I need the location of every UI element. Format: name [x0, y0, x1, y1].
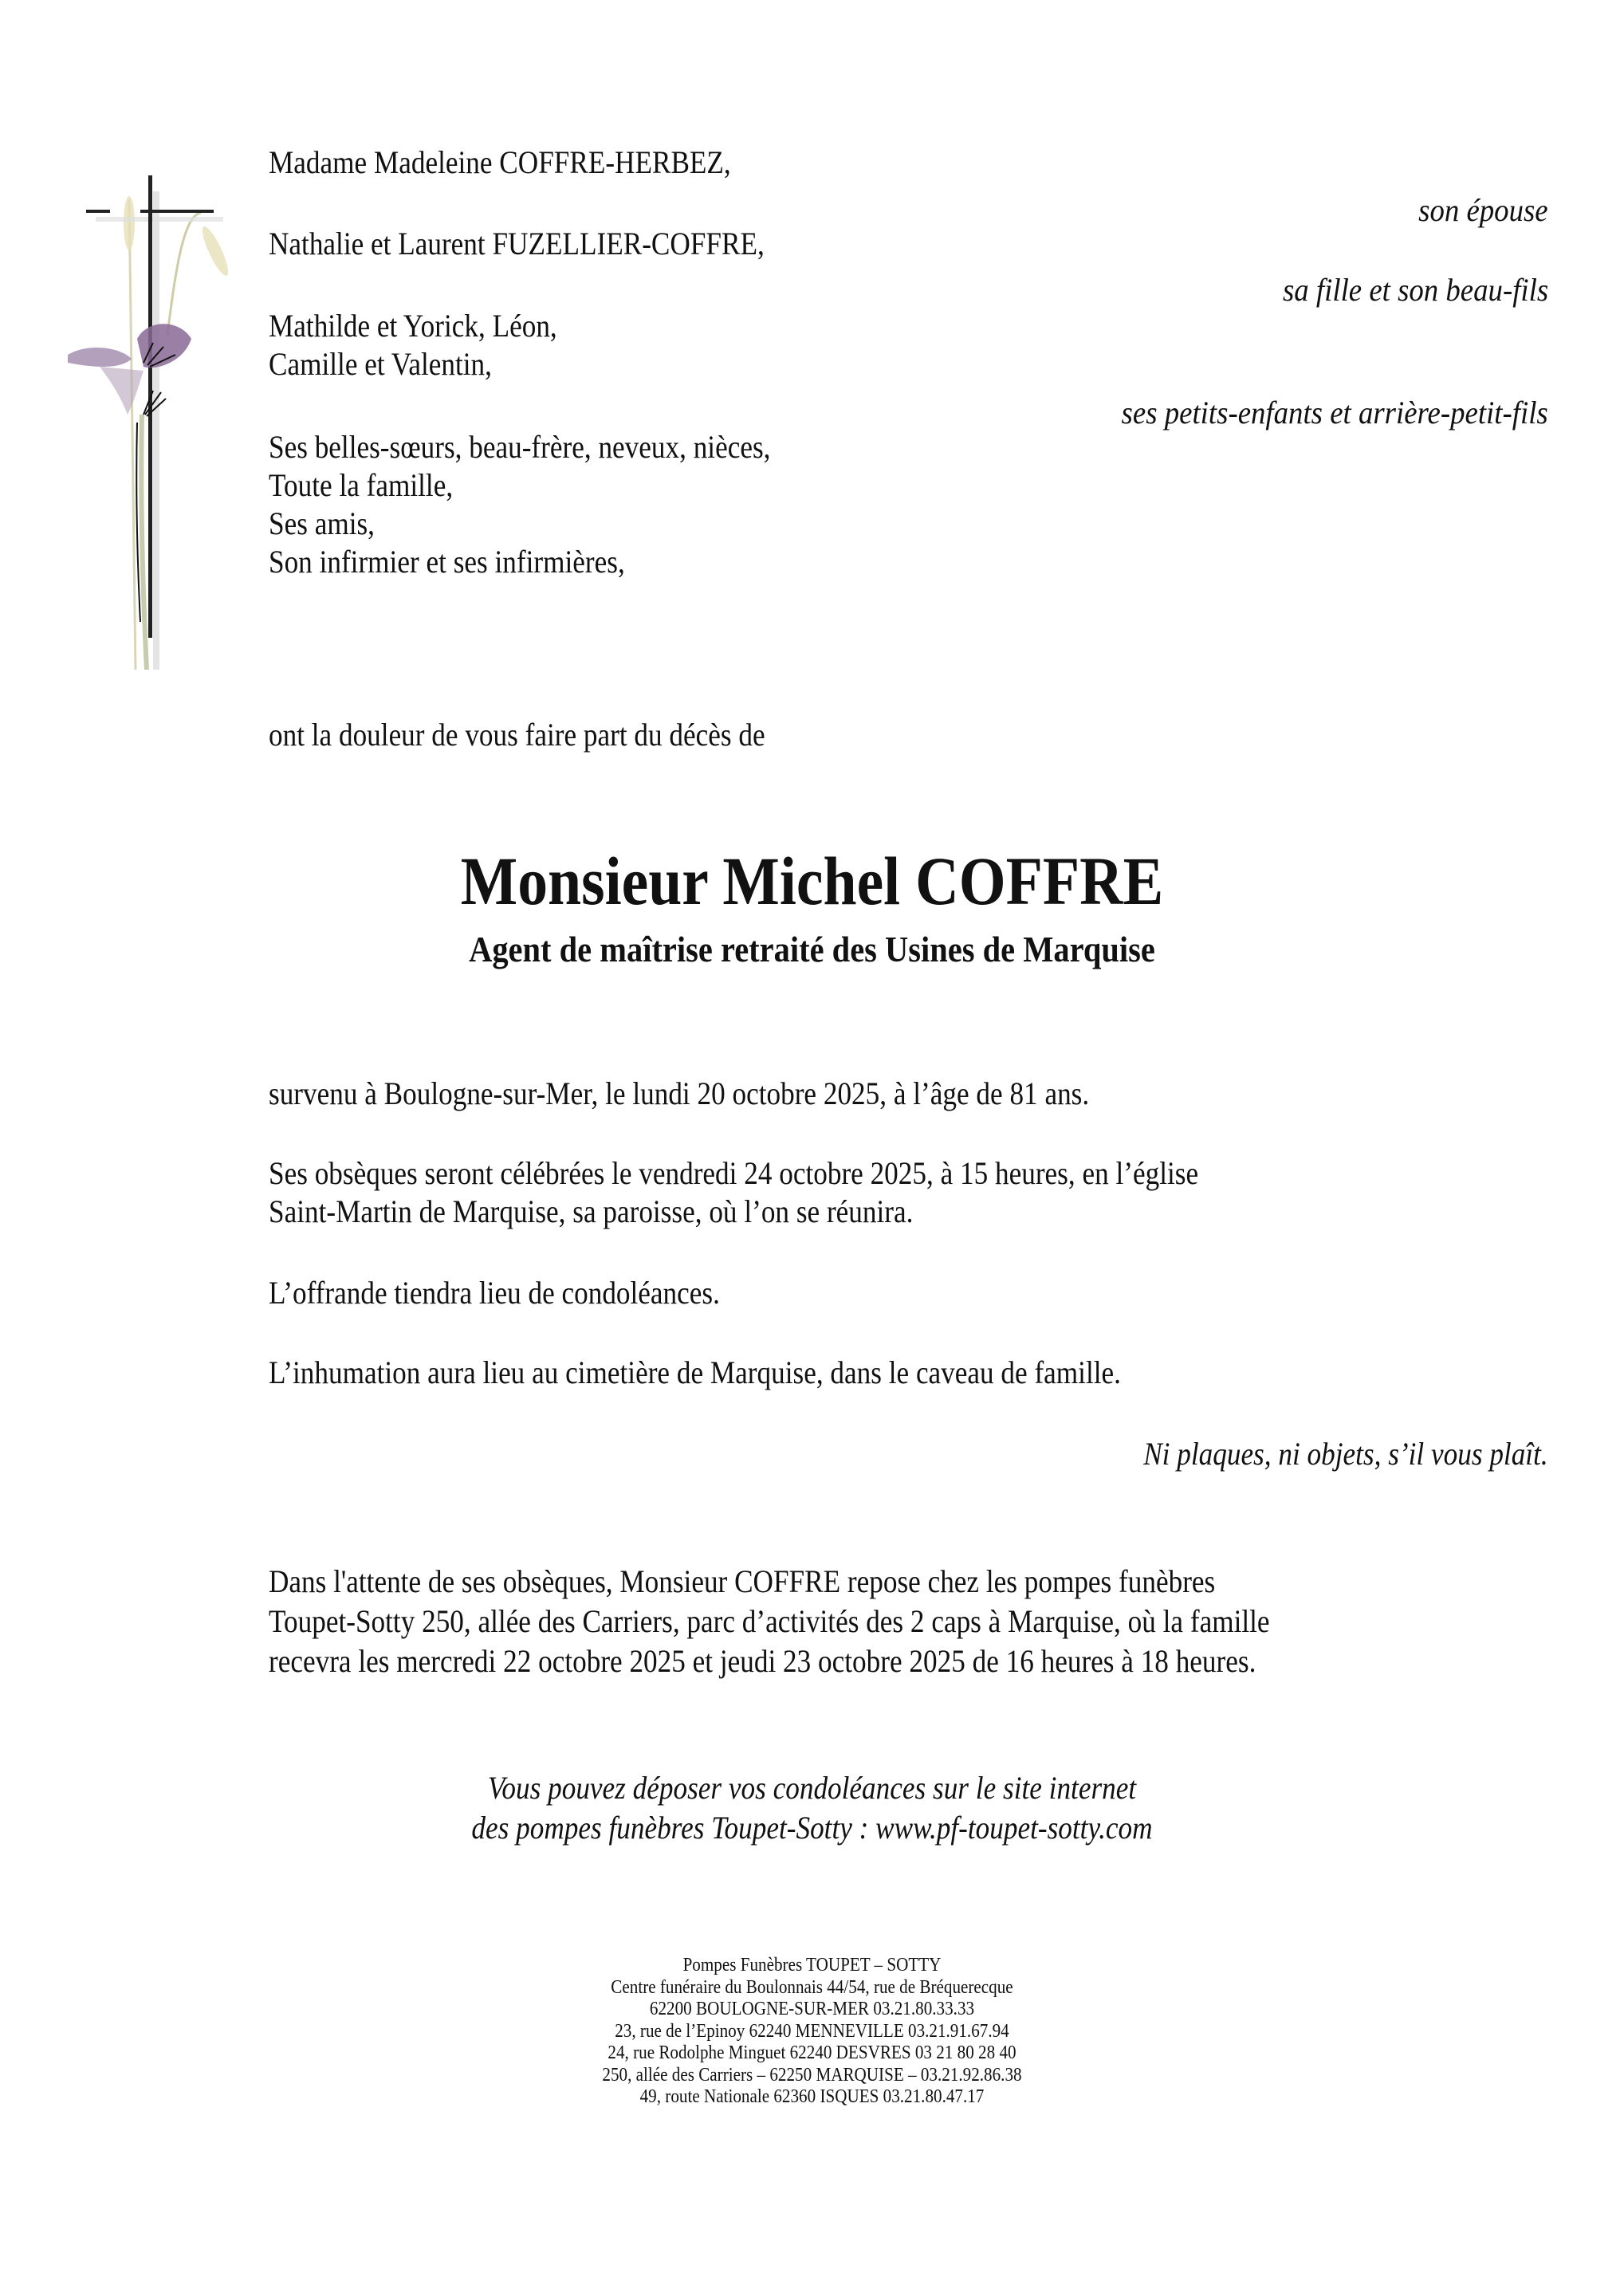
- condolences-line1: Vous pouvez déposer vos condoléances sur le site internet: [487, 1770, 1137, 1806]
- family-line-friends: Ses amis,: [269, 505, 375, 541]
- footer-address-marquise: 250, allée des Carriers – 62250 MARQUISE – 03.21.92.86.38: [602, 2065, 1022, 2086]
- footer-address-isques: 49, route Nationale 62360 ISQUES 03.21.80.47.17: [639, 2086, 985, 2107]
- footer-address-center: Centre funéraire du Boulonnais 44/54, rue de Bréquerecque: [611, 1977, 1013, 1998]
- family-line-spouse: Madame Madeleine COFFRE-HERBEZ,: [269, 144, 731, 180]
- family-line-nurses: Son infirmier et ses infirmières,: [269, 544, 625, 580]
- funeral-details-line2: Saint-Martin de Marquise, sa paroisse, où l’on se réunira.: [269, 1193, 914, 1229]
- family-line-daughter: Nathalie et Laurent FUZELLIER-COFFRE,: [269, 226, 765, 261]
- announcement-text: ont la douleur de vous faire part du décès de: [269, 717, 765, 753]
- no-plaques-note: Ni plaques, ni objets, s’il vous plaît.: [1143, 1436, 1548, 1472]
- funeral-details-line1: Ses obsèques seront célébrées le vendredi 24 octobre 2025, à 15 heures, en l’église: [269, 1155, 1199, 1191]
- funeral-home-website-link[interactable]: www.pf-toupet-sotty.com: [875, 1810, 1153, 1846]
- deceased-title: Agent de maîtrise retraité des Usines de Marquise: [469, 929, 1155, 969]
- relation-spouse: son épouse: [1418, 192, 1548, 228]
- visitation-line1: Dans l'attente de ses obsèques, Monsieur COFFRE repose chez les pompes funèbres: [269, 1563, 1216, 1599]
- burial-note: L’inhumation aura lieu au cimetière de Marquise, dans le caveau de famille.: [269, 1354, 1121, 1390]
- condolences-line2: [97, 1808, 1527, 1848]
- family-line-in-laws: Ses belles-sœurs, beau-frère, neveux, nièces,: [269, 429, 771, 465]
- offering-note: L’offrande tiendra lieu de condoléances.: [269, 1275, 720, 1311]
- cross-lily-illustration: [64, 175, 263, 686]
- relation-daughter: sa fille et son beau-fils: [1282, 272, 1548, 308]
- footer-company-name: Pompes Funèbres TOUPET – SOTTY: [682, 1955, 942, 1976]
- family-line-all-family: Toute la famille,: [269, 467, 454, 503]
- visitation-line2: Toupet-Sotty 250, allée des Carriers, parc d’activités des 2 caps à Marquise, où la famille: [269, 1603, 1270, 1639]
- cross-lily-emblem-icon: [64, 175, 263, 686]
- family-line-grandchildren-1: Mathilde et Yorick, Léon,: [269, 308, 557, 344]
- footer-address-boulogne: 62200 BOULOGNE-SUR-MER 03.21.80.33.33: [649, 1999, 975, 2019]
- death-details: survenu à Boulogne-sur-Mer, le lundi 20 octobre 2025, à l’âge de 81 ans.: [269, 1075, 1090, 1111]
- footer-address-desvres: 24, rue Rodolphe Minguet 62240 DESVRES 03 21 80 28 40: [608, 2042, 1016, 2063]
- visitation-line3: recevra les mercredi 22 octobre 2025 et jeudi 23 octobre 2025 de 16 heures à 18 heures.: [269, 1643, 1256, 1679]
- family-line-grandchildren-2: Camille et Valentin,: [269, 346, 492, 382]
- relation-grandchildren: ses petits-enfants et arrière-petit-fils: [1121, 395, 1548, 431]
- condolences-prefix: des pompes funèbres Toupet-Sotty :: [471, 1810, 876, 1846]
- deceased-name: Monsieur Michel COFFRE: [460, 843, 1164, 919]
- footer-address-menneville: 23, rue de l’Epinoy 62240 MENNEVILLE 03.21.91.67.94: [615, 2021, 1009, 2042]
